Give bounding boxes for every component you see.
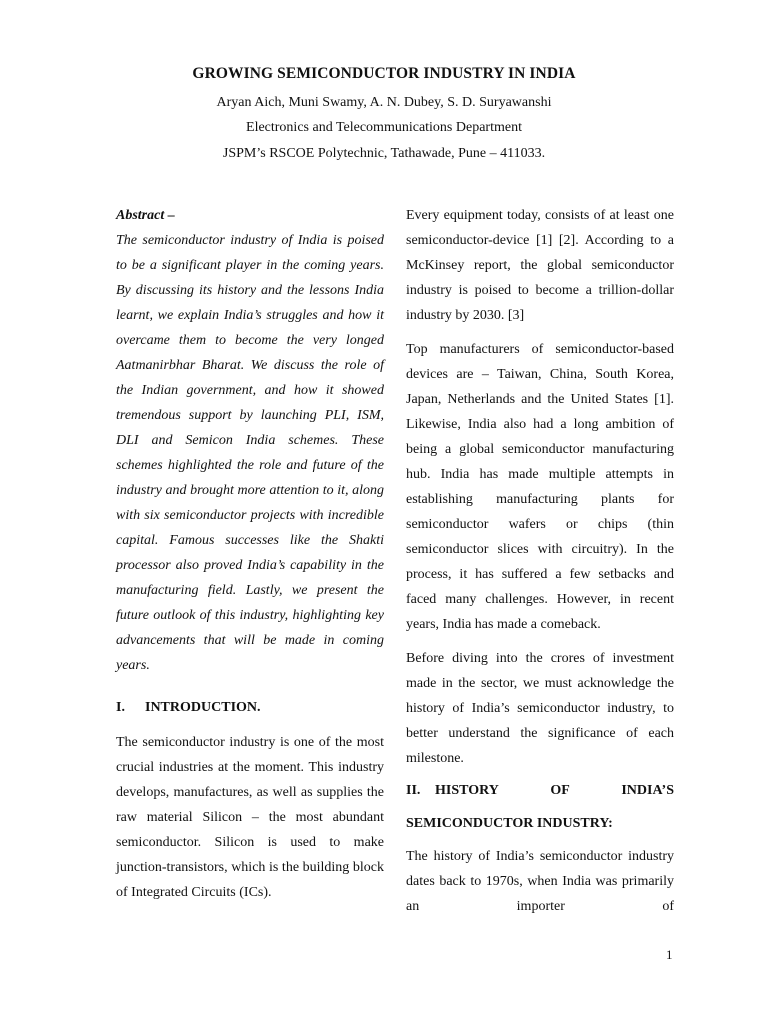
right-column bbox=[406, 203, 674, 919]
section-2-title-line-1: HISTORY OF INDIA’S bbox=[435, 783, 674, 798]
section-2-title-line-2: SEMICONDUCTOR INDUSTRY: bbox=[406, 816, 613, 831]
section-1-paragraph-1: The semiconductor industry is one of the most crucial industries at the moment. This industry develops, manufactures, as well as supplies the raw material Silicon – the most abundant semiconductor. Silicon is used to make junction-transistors, which is the building block of Integrated Circuits (ICs). bbox=[116, 735, 384, 900]
paper-authors: Aryan Aich, Muni Swamy, A. N. Dubey, S. D. Suryawanshi bbox=[216, 95, 552, 110]
abstract-body: The semiconductor industry of India is poised to be a significant player in the coming years. By discussing its history and the lessons India learnt, we explain India’s struggles and how it overcame them to become the very longed Aatmanirbhar Bharat. We discuss the role of the Indian government, and how it showed tremendous support by launching PLI, ISM, DLI and Semicon India schemes. These schemes highlighted the role and future of the industry and brought more attention to it, along with six semiconductor projects with incredible capital. Famous successes like the Shakti processor also proved India’s capability in the manufacturing field. Lastly, we present the future outlook of this industry, highlighting key advancements that will be made in coming years. bbox=[116, 233, 384, 673]
section-1-paragraph-2: Every equipment today, consists of at least one semiconductor-device [1] [2]. According to a McKinsey report, the global semiconductor industry is poised to become a trillion-dollar industry by 2030. [3] bbox=[406, 208, 674, 323]
section-2-paragraph-1: The history of India’s semiconductor industry dates back to 1970s, when India was primarily an importer of bbox=[406, 849, 674, 914]
section-1-paragraph-3: Top manufacturers of semiconductor-based devices are – Taiwan, China, South Korea, Japan, Netherlands and the United States [1]. Likewise, India also had a long ambition of being a global semiconductor manufacturing hub. India has made multiple attempts in establishing manufacturing plants for semiconductor wafers or chips (thin semiconductor slices with circuitry). In the process, it has suffered a few setbacks and faced many challenges. However, in recent years, India has made a comeback. bbox=[406, 342, 674, 632]
section-2-heading bbox=[406, 778, 674, 803]
abstract-label: Abstract – bbox=[116, 208, 175, 223]
section-1-heading bbox=[116, 695, 384, 720]
section-1-title: INTRODUCTION. bbox=[145, 700, 261, 715]
page-number: 1 bbox=[666, 947, 673, 962]
section-2-heading-continued bbox=[406, 811, 674, 836]
paper-department: Electronics and Telecommunications Department bbox=[246, 120, 522, 135]
left-column bbox=[116, 203, 384, 905]
paper-title: GROWING SEMICONDUCTOR INDUSTRY IN INDIA bbox=[192, 65, 576, 82]
section-2-number: II. bbox=[406, 783, 421, 798]
section-1-number: I. bbox=[116, 700, 125, 715]
section-1-paragraph-4: Before diving into the crores of investment made in the sector, we must acknowledge the history of India’s semiconductor industry, to better understand the significance of each milestone. bbox=[406, 651, 674, 766]
paper-institution: JSPM’s RSCOE Polytechnic, Tathawade, Pune – 411033. bbox=[222, 146, 546, 161]
